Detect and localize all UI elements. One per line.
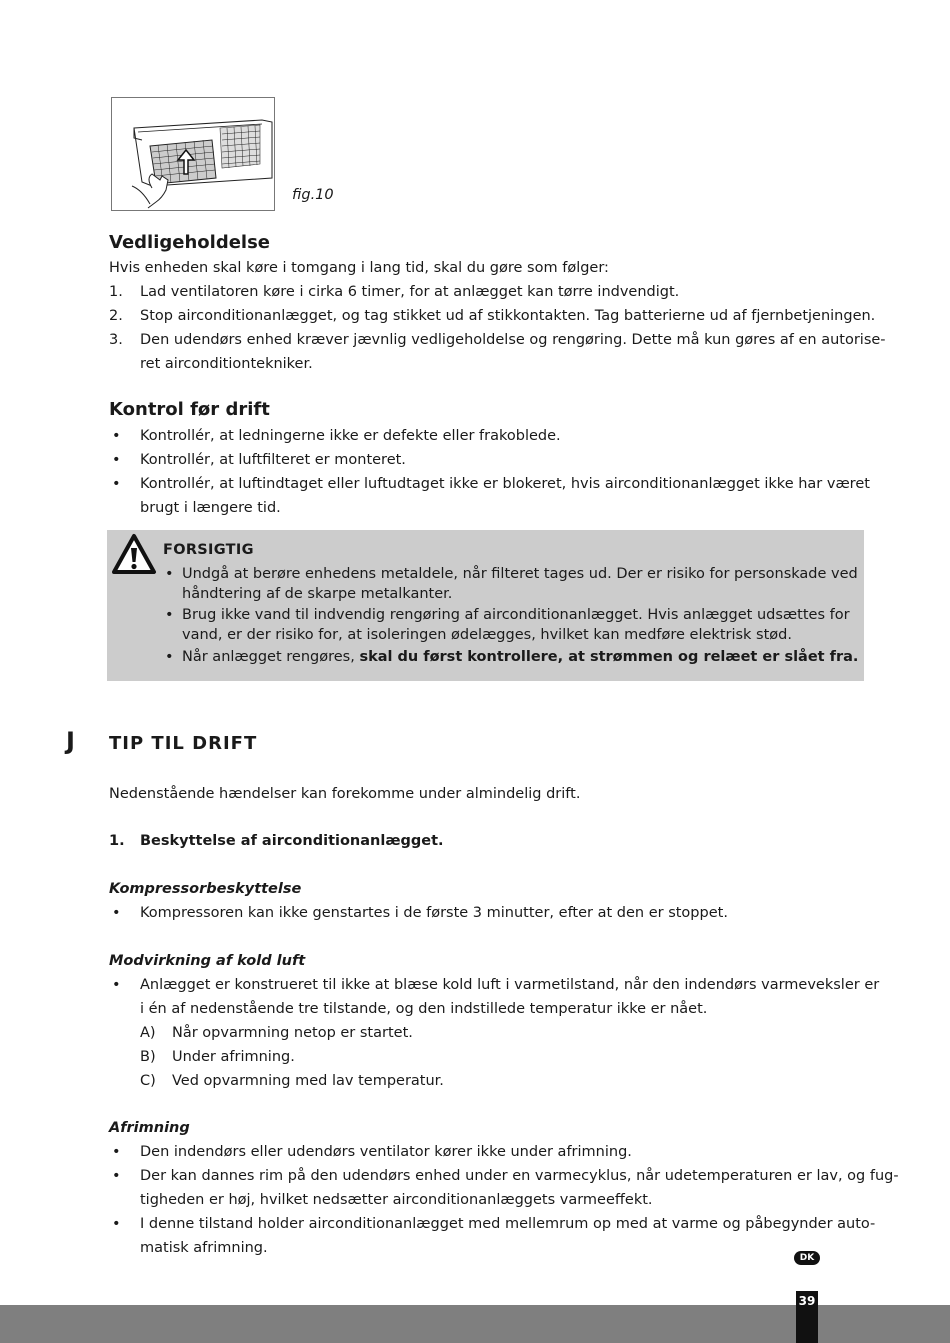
warning-triangle-icon [111, 533, 157, 575]
coldair-text-continued: i én af nedenstående tre tilstande, og den indstillede temperatur ikke er nået. [140, 1001, 708, 1017]
precheck-item: Kontrollér, at luftindtaget eller luftudtaget ikke er blokeret, hvis airconditionanlægget ikke har været [140, 476, 870, 492]
chapter-title: TIP TIL DRIFT [109, 733, 258, 754]
defrost-item: Den indendørs eller udendørs ventilator kører ikke under afrimning. [140, 1144, 632, 1160]
precheck-heading: Kontrol før drift [109, 399, 270, 420]
bullet: • [165, 607, 174, 623]
defrost-heading: Afrimning [109, 1120, 190, 1136]
step-text: Stop airconditionanlægget, og tag stikket ud af stikkontakten. Tag batterierne ud af fjernbetjeningen. [140, 308, 876, 324]
sub-letter: B) [140, 1049, 156, 1065]
bullet: • [112, 905, 121, 921]
caution-item-plain: Når anlægget rengøres, [182, 649, 360, 665]
sub-letter: C) [140, 1073, 156, 1089]
chapter-intro: Nedenstående hændelser kan forekomme under almindelig drift. [109, 786, 581, 802]
section-title: Beskyttelse af airconditionanlægget. [140, 833, 444, 849]
compressor-heading: Kompressorbeskyttelse [109, 881, 302, 897]
chapter-letter: J [66, 727, 75, 755]
sub-item: Ved opvarmning med lav temperatur. [172, 1073, 444, 1089]
bullet: • [165, 566, 174, 582]
precheck-item: Kontrollér, at luftfilteret er monteret. [140, 452, 406, 468]
precheck-item: Kontrollér, at ledningerne ikke er defekte eller frakoblede. [140, 428, 561, 444]
sub-item: Under afrimning. [172, 1049, 295, 1065]
defrost-item-continued: tigheden er høj, hvilket nedsætter airconditionanlæggets varmeeffekt. [140, 1192, 653, 1208]
bullet: • [112, 452, 121, 468]
bullet: • [112, 1144, 121, 1160]
coldair-heading: Modvirkning af kold luft [109, 953, 306, 969]
step-text: Den udendørs enhed kræver jævnlig vedligeholdelse og rengøring. Dette må kun gøres af en autorise- [140, 332, 886, 348]
maintenance-heading: Vedligeholdelse [109, 232, 271, 253]
bullet: • [112, 977, 121, 993]
maintenance-intro: Hvis enheden skal køre i tomgang i lang tid, skal du gøre som følger: [109, 260, 609, 276]
bullet: • [112, 476, 121, 492]
step-number: 1. [109, 284, 123, 300]
caution-item-last [182, 647, 858, 667]
step-text-continued: ret airconditiontekniker. [140, 356, 313, 372]
caution-item-continued: håndtering af de skarpe metalkanter. [182, 586, 453, 602]
page-number: 39 [796, 1291, 818, 1343]
step-text: Lad ventilatoren køre i cirka 6 timer, for at anlægget kan tørre indvendigt. [140, 284, 680, 300]
caution-item: Brug ikke vand til indvendig rengøring af airconditionanlægget. Hvis anlægget udsættes for [182, 607, 850, 623]
caution-item: Undgå at berøre enhedens metaldele, når filteret tages ud. Der er risiko for personskade ved [182, 566, 858, 582]
defrost-item: I denne tilstand holder airconditionanlægget med mellemrum op med at varme og påbegynder auto- [140, 1216, 876, 1232]
sub-item: Når opvarmning netop er startet. [172, 1025, 413, 1041]
caution-item-bold: skal du først kontrollere, at strømmen og relæet er slået fra. [359, 649, 859, 665]
language-badge: DK [794, 1251, 820, 1265]
step-number: 2. [109, 308, 123, 324]
section-number: 1. [109, 833, 125, 849]
bullet: • [112, 1168, 121, 1184]
caution-title: FORSIGTIG [163, 542, 254, 558]
defrost-item: Der kan dannes rim på den udendørs enhed under en varmecyklus, når udetemperaturen er lav, og fug- [140, 1168, 899, 1184]
defrost-item-continued: matisk afrimning. [140, 1240, 268, 1256]
compressor-item: Kompressoren kan ikke genstartes i de første 3 minutter, efter at den er stoppet. [140, 905, 728, 921]
caution-item-continued: vand, er der risiko for, at isoleringen ødelægges, hvilket kan medføre elektrisk stød. [182, 627, 792, 643]
bullet: • [112, 1216, 121, 1232]
step-number: 3. [109, 332, 123, 348]
filter-illustration [112, 98, 274, 210]
bullet: • [112, 428, 121, 444]
precheck-item-continued: brugt i længere tid. [140, 500, 281, 516]
bullet: • [165, 649, 174, 665]
figure-filter-removal [111, 97, 275, 211]
sub-letter: A) [140, 1025, 156, 1041]
figure-caption: fig.10 [292, 187, 334, 203]
coldair-text: Anlægget er konstrueret til ikke at blæse kold luft i varmetilstand, når den indendørs varmeveksler er [140, 977, 880, 993]
